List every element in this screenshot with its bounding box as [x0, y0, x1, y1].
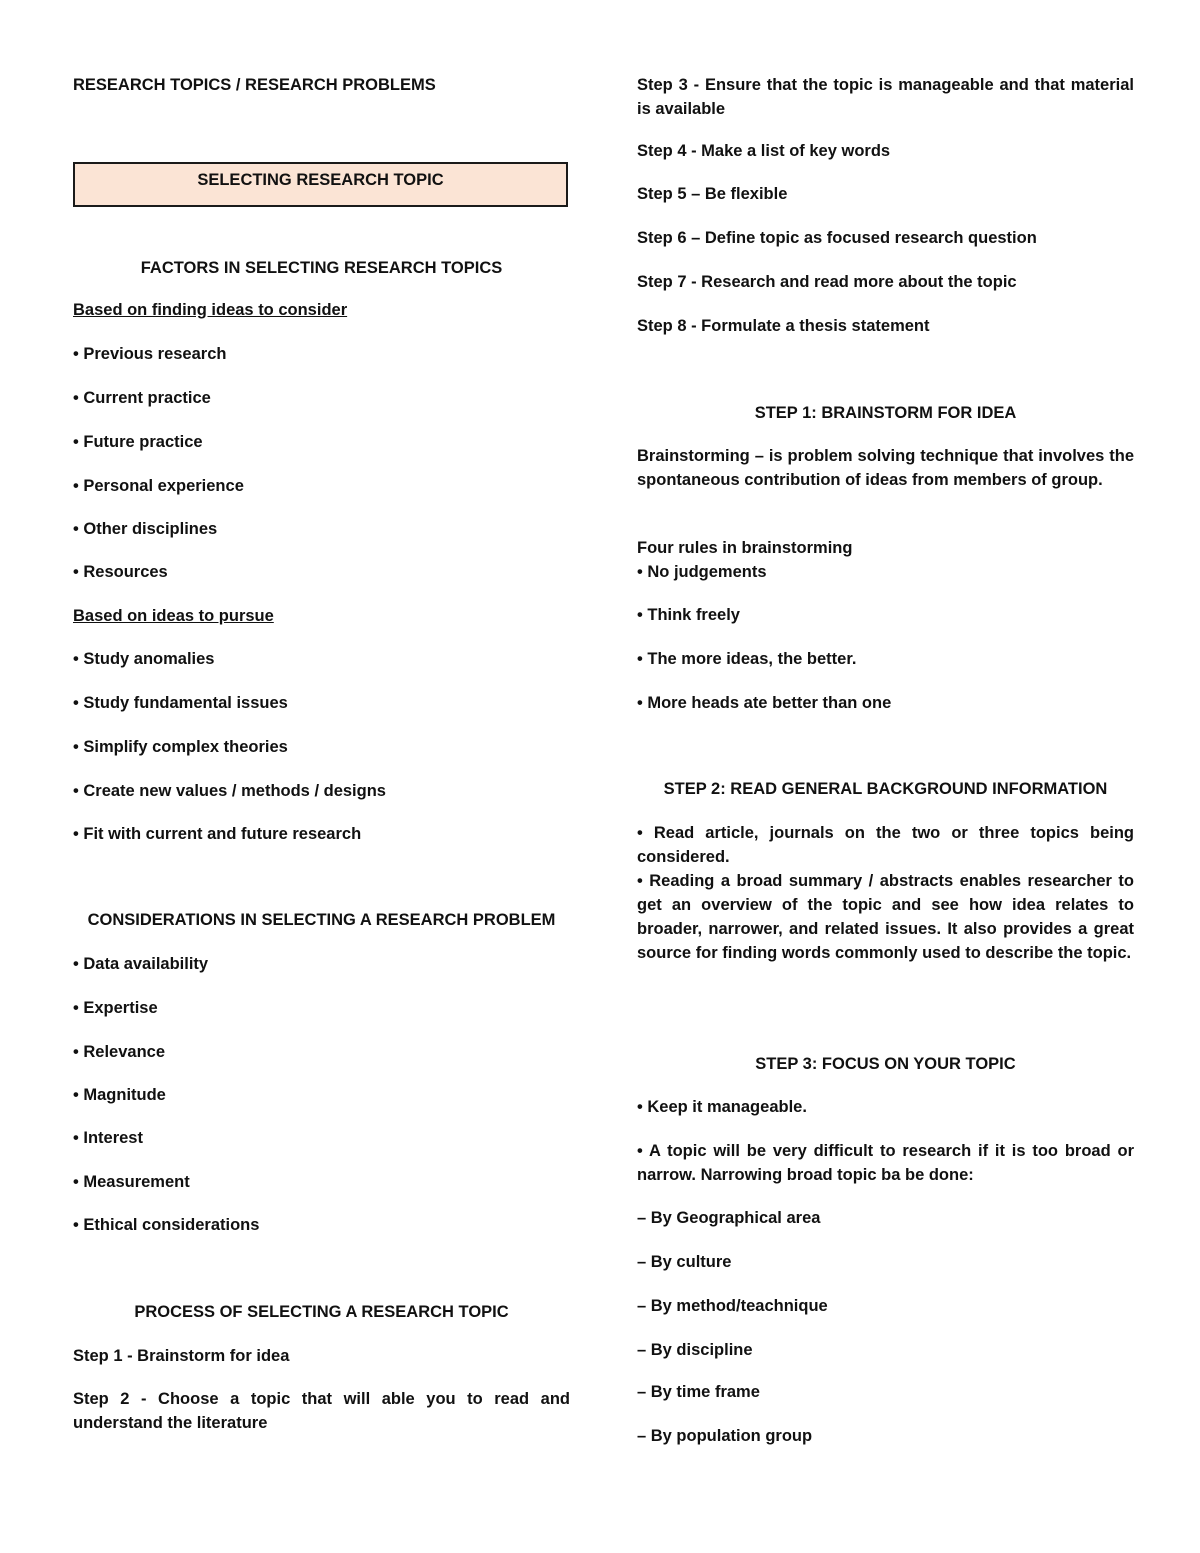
list-item: – By population group [637, 1427, 813, 1445]
list-item: • Study anomalies [73, 650, 215, 668]
considerations-heading: CONSIDERATIONS IN SELECTING A RESEARCH PROBLEM [87, 911, 556, 929]
list-item: • Current practice [73, 389, 211, 407]
document-title: RESEARCH TOPICS / RESEARCH PROBLEMS [73, 76, 436, 94]
list-item: • The more ideas, the better. [637, 650, 857, 668]
factors-group2-heading: Based on ideas to pursue [73, 607, 274, 625]
list-item: – By time frame [637, 1383, 760, 1401]
list-item: • Relevance [73, 1043, 165, 1061]
list-item: – By Geographical area [637, 1209, 821, 1227]
selecting-research-topic-box [73, 162, 568, 207]
process-heading: PROCESS OF SELECTING A RESEARCH TOPIC [134, 1303, 509, 1321]
step1-heading: STEP 1: BRAINSTORM FOR IDEA [754, 404, 1017, 422]
process-step: Step 1 - Brainstorm for idea [73, 1347, 290, 1365]
list-item: • Previous research [73, 345, 227, 363]
step3-heading: STEP 3: FOCUS ON YOUR TOPIC [755, 1055, 1016, 1073]
list-item: • Create new values / methods / designs [73, 782, 386, 800]
process-step: Step 5 – Be flexible [637, 185, 788, 203]
list-item: • Simplify complex theories [73, 738, 288, 756]
process-step: Step 7 - Research and read more about the topic [637, 273, 1017, 291]
list-item: • Magnitude [73, 1086, 166, 1104]
list-item: – By culture [637, 1253, 732, 1271]
list-item: • Think freely [637, 606, 740, 624]
list-item: • Data availability [73, 955, 209, 973]
list-item: – By discipline [637, 1341, 753, 1359]
factors-group1-heading: Based on finding ideas to consider [73, 301, 348, 319]
step2-bullet: • Reading a broad summary / abstracts enables researcher to get an overview of the topic and see how idea relates to broader, narrower, and related issues. It also provides a great source for finding words commonly used to describe the topic. [637, 872, 1134, 962]
step1-definition: Brainstorming – is problem solving technique that involves the spontaneous contribution of ideas from members of group. [637, 447, 1134, 489]
process-step: Step 4 - Make a list of key words [637, 142, 891, 160]
list-item: • Fit with current and future research [73, 825, 362, 843]
process-step: Step 2 - Choose a topic that will able you to read and understand the literature [73, 1390, 570, 1432]
list-item: – By method/teachnique [637, 1297, 828, 1315]
step2-heading: STEP 2: READ GENERAL BACKGROUND INFORMATION [663, 780, 1108, 798]
process-step: Step 8 - Formulate a thesis statement [637, 317, 930, 335]
step1-rules-heading: Four rules in brainstorming [637, 539, 853, 557]
list-item: • Interest [73, 1129, 143, 1147]
list-item: • Personal experience [73, 477, 244, 495]
step2-bullet: • Read article, journals on the two or three topics being considered. [637, 824, 1134, 866]
step3-bullet: • A topic will be very difficult to research if it is too broad or narrow. Narrowing broad topic ba be done: [637, 1142, 1134, 1184]
list-item: • Study fundamental issues [73, 694, 288, 712]
list-item: • Measurement [73, 1173, 190, 1191]
list-item: • Ethical considerations [73, 1216, 260, 1234]
step3-bullet: • Keep it manageable. [637, 1098, 807, 1116]
process-step: Step 6 – Define topic as focused research question [637, 229, 1037, 247]
process-step: Step 3 - Ensure that the topic is manageable and that material is available [637, 76, 1134, 118]
factors-heading: FACTORS IN SELECTING RESEARCH TOPICS [140, 259, 503, 277]
list-item: • Other disciplines [73, 520, 218, 538]
list-item: • Future practice [73, 433, 203, 451]
list-item: • More heads ate better than one [637, 694, 892, 712]
list-item: • No judgements [637, 563, 767, 581]
list-item: • Expertise [73, 999, 158, 1017]
list-item: • Resources [73, 563, 168, 581]
boxed-heading: SELECTING RESEARCH TOPIC [197, 171, 444, 189]
